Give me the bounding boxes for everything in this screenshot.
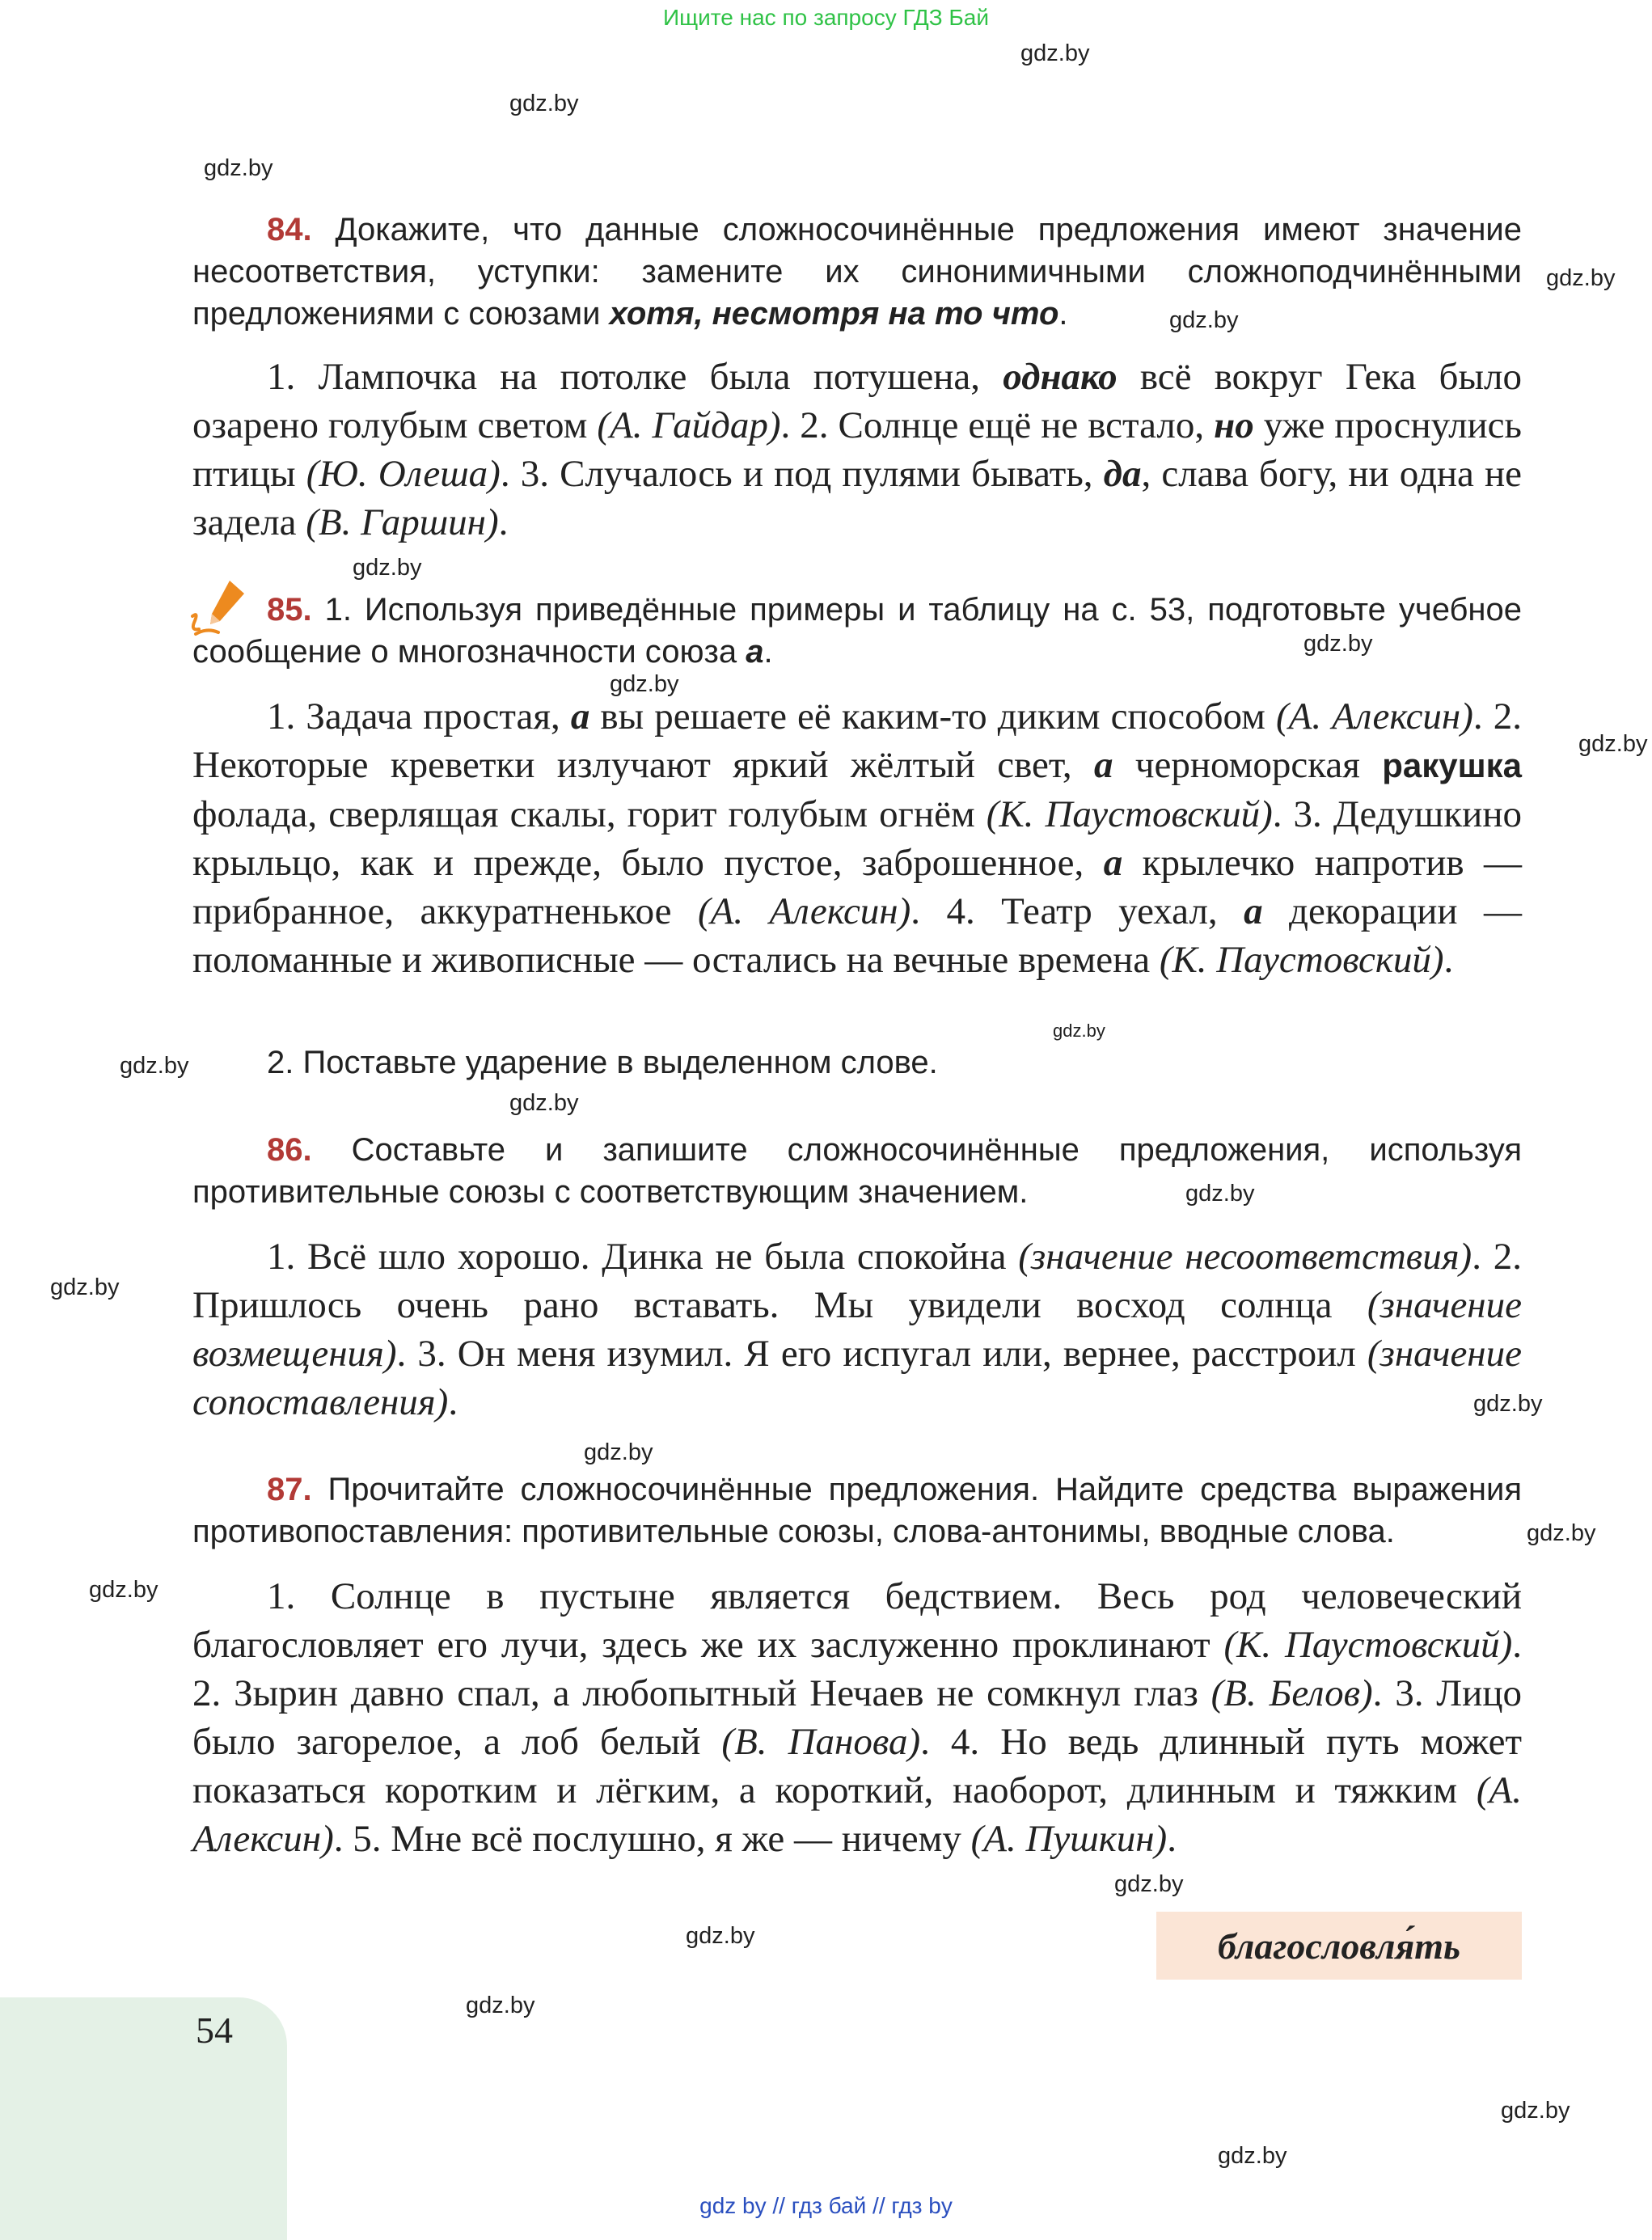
example-text: , слава богу, ни одна не задела — [192, 453, 1523, 543]
conjunction: однако — [1003, 356, 1118, 398]
watermark: gdz.by — [466, 1993, 535, 2018]
watermark: gdz.by — [1053, 1021, 1105, 1041]
task-number: 87. — [267, 1472, 312, 1507]
example-text: всё вокруг Гека было озарено голубым светом — [192, 356, 1522, 446]
example-text: декорации — поломанные и живописные — остались на вечные времена — [192, 890, 1523, 981]
conjunction: а — [1103, 842, 1123, 884]
example-text: . 2. Зырин давно спал, а любопытный Нечаев не сомкнул глаз — [192, 1624, 1522, 1714]
source-citation: (А. Алексин) — [1275, 695, 1473, 738]
task-85-part-2: 2. Поставьте ударение в выделенном слове. — [267, 1045, 938, 1080]
watermark: gdz.by — [509, 1090, 579, 1116]
source-citation: (В. Гаршин) — [306, 501, 499, 543]
task-86-instruction: 86. Составьте и запишите сложносочинённые предложения, используя противительные союзы с соответствующим значением. — [192, 1132, 1522, 1210]
task-85-instruction: 85. 1. Используя приведённые примеры и таблицу на с. 53, подготовьте учебное сообщение о многозначности союза а. — [192, 592, 1522, 670]
task-87-examples — [192, 1572, 1522, 1863]
conjunction: а — [1094, 744, 1113, 786]
source-citation: (А. Пушкин) — [970, 1818, 1168, 1860]
conjunction: а — [1244, 890, 1263, 932]
example-text: . — [1167, 1818, 1177, 1860]
source-citation: (значение сопоставления) — [192, 1333, 1522, 1423]
watermark: gdz.by — [686, 1923, 755, 1949]
task-86-examples — [192, 1232, 1522, 1426]
source-citation: (А. Алексин) — [697, 890, 911, 932]
example-text: . 4. Театр уехал, — [911, 890, 1244, 932]
watermark: gdz.by — [120, 1053, 189, 1079]
task-84-instruction: 84. Докажите, что данные сложносочинённые предложения имеют значение несоответствия, уступки: замените их синонимичными сложноподчинёнными предложениями с союзами хотя, несмотря на то что. — [192, 212, 1522, 332]
watermark: gdz.by — [89, 1577, 158, 1603]
vocabulary-word-box: благословля́ть — [1156, 1912, 1522, 1980]
task-87-instruction: 87. Прочитайте сложносочинённые предложения. Найдите средства выражения противопоставления: противительные союзы, слова-антонимы, вводные слова. — [192, 1472, 1522, 1549]
example-text: 1. Всё шло хорошо. Динка не была спокойна — [267, 1236, 1019, 1278]
example-text: . — [448, 1381, 458, 1423]
source-citation: (В. Панова) — [721, 1721, 921, 1763]
example-text: . 2. Солнце ещё не встало, — [780, 404, 1215, 446]
example-text: . 3. Дедушкино крыльцо, как и прежде, было пустое, заброшенное, — [192, 793, 1522, 884]
watermark: gdz.by — [1169, 307, 1239, 333]
example-text: крылечко напротив — прибранное, аккуратненькое — [192, 842, 1522, 932]
watermark: gdz.by — [1578, 731, 1648, 757]
watermark: gdz.by — [353, 555, 422, 581]
watermark: gdz.by — [509, 91, 579, 116]
example-text: 1. Лампочка на потолке была потушена, — [267, 356, 1003, 398]
example-text: фолада, сверлящая скалы, горит голубым огнём — [192, 793, 987, 835]
source-citation: (К. Паустовский) — [1159, 939, 1444, 981]
task-84-examples — [192, 353, 1522, 547]
example-text: . — [498, 501, 509, 543]
task-number: 84. — [267, 212, 312, 247]
example-text: вы решаете её каким-то диким способом — [589, 695, 1276, 738]
example-text: . 2. Некоторые креветки излучают яркий жёлтый свет, — [192, 695, 1522, 786]
watermark: gdz.by — [1546, 265, 1616, 291]
example-text: 1. Задача простая, — [267, 695, 571, 738]
source-citation: (А. Алексин) — [192, 1769, 1522, 1860]
example-text: . — [1443, 939, 1454, 981]
watermark: gdz.by — [1114, 1871, 1184, 1897]
top-banner[interactable]: Ищите нас по запросу ГДЗ Бай — [662, 5, 990, 30]
example-text: . 3. Лицо было загорелое, а лоб белый — [192, 1672, 1522, 1763]
watermark: gdz.by — [1473, 1391, 1543, 1417]
example-text: . 5. Мне всё послушно, я же — ничему — [333, 1818, 971, 1860]
example-text: уже проснулись птицы — [192, 404, 1522, 495]
watermark: gdz.by — [584, 1439, 653, 1465]
watermark: gdz.by — [50, 1274, 120, 1300]
example-text: . 2. Пришлось очень рано вставать. Мы увидели восход солнца — [192, 1236, 1522, 1326]
conjunction: но — [1214, 404, 1254, 446]
source-citation: (К. Паустовский) — [1223, 1624, 1513, 1666]
watermark: gdz.by — [204, 155, 273, 181]
example-text: . 3. Случалось и под пулями бывать, — [500, 453, 1104, 495]
page-number: 54 — [196, 2010, 233, 2051]
watermark: gdz.by — [1218, 2143, 1287, 2169]
source-citation: (значение несоответствия) — [1018, 1236, 1472, 1278]
conjunction: да — [1103, 453, 1142, 495]
example-text: 1. Солнце в пустыне является бедствием. Весь род человеческий благословляет его лучи, здесь же их заслуженно проклинают — [192, 1575, 1522, 1666]
watermark: gdz.by — [1501, 2098, 1570, 2124]
example-text: черноморская — [1113, 744, 1383, 786]
task-number: 86. — [267, 1132, 312, 1168]
task-85-examples — [192, 692, 1522, 984]
example-text: . 4. Но ведь длинный путь может показаться коротким и лёгким, а короткий, наоборот, длинным и тяжким — [192, 1721, 1523, 1811]
example-text: . 3. Он меня изумил. Я его испугал или, вернее, расстроил — [396, 1333, 1367, 1375]
source-citation: (значение возмещения) — [192, 1284, 1522, 1375]
watermark: gdz.by — [1020, 40, 1090, 66]
source-citation: (Ю. Олеша) — [306, 453, 501, 495]
source-citation: (А. Гайдар) — [597, 404, 781, 446]
source-citation: (В. Белов) — [1210, 1672, 1373, 1714]
watermark: gdz.by — [1185, 1181, 1255, 1207]
watermark: gdz.by — [610, 671, 679, 697]
conjunction: а — [570, 695, 590, 738]
task-number: 85. — [267, 592, 312, 628]
watermark: gdz.by — [1527, 1520, 1596, 1546]
highlighted-word: ракушка — [1382, 746, 1522, 784]
bottom-banner[interactable]: gdz by // гдз бай // гдз by — [699, 2193, 953, 2218]
source-citation: (К. Паустовский) — [986, 793, 1273, 835]
watermark: gdz.by — [1303, 631, 1373, 657]
